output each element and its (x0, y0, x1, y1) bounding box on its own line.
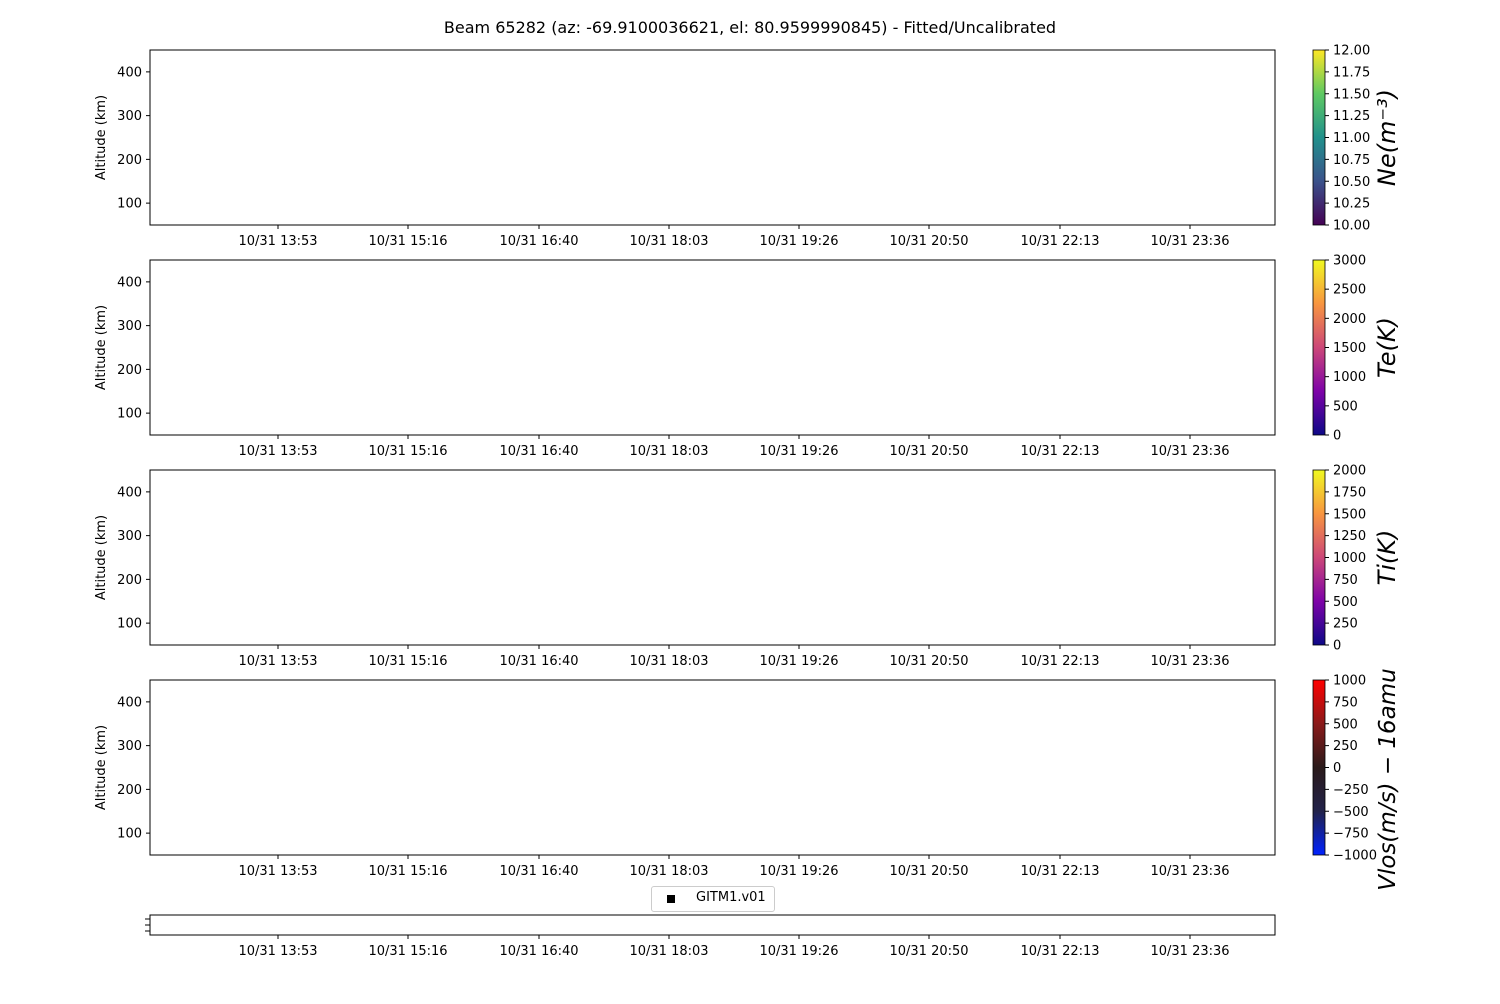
y-tick-label-3-3: 100 (117, 826, 142, 842)
figure-title: Beam 65282 (az: -69.9100036621, el: 80.9599990845) - Fitted/Uncalibrated (443, 18, 1057, 37)
x-tick-label-4-7: 10/31 23:36 (1150, 944, 1230, 959)
colorbar-tick-label-0-6: 10.50 (1333, 174, 1371, 190)
colorbar-tick-label-2-6: 500 (1333, 594, 1358, 610)
axes-frame-3 (150, 680, 1275, 855)
axes-frame-4 (150, 915, 1275, 935)
colorbar-tick-label-1-6: 0 (1333, 428, 1342, 444)
x-tick-label-0-1: 10/31 15:16 (368, 234, 448, 249)
colorbar-tick-label-3-3: 250 (1333, 739, 1358, 755)
colorbar-label-2: Ti(K) (1373, 529, 1401, 586)
y-axis-label-1: Altitude (km) (94, 304, 109, 391)
colorbar-tick-label-0-4: 11.00 (1333, 131, 1371, 146)
colorbar-tick-label-2-0: 2000 (1333, 463, 1367, 479)
x-tick-label-3-0: 10/31 13:53 (238, 864, 318, 879)
x-tick-label-2-4: 10/31 19:26 (759, 654, 839, 669)
colorbar-tick-label-0-7: 10.25 (1333, 196, 1371, 212)
colorbar-label-0: Ne(m⁻³) (1373, 88, 1401, 187)
x-tick-label-1-1: 10/31 15:16 (368, 444, 448, 459)
x-tick-label-0-2: 10/31 16:40 (499, 234, 579, 249)
colorbar-tick-label-2-3: 1250 (1333, 529, 1367, 545)
colorbar-tick-label-2-4: 1000 (1333, 551, 1367, 566)
legend-label: GITM1.v01 (696, 890, 766, 905)
x-tick-label-2-0: 10/31 13:53 (238, 654, 318, 669)
y-tick-label-2-3: 100 (117, 616, 142, 632)
colorbar-tick-label-3-2: 500 (1333, 717, 1358, 733)
x-tick-label-3-5: 10/31 20:50 (889, 864, 969, 879)
colorbar-tick-label-1-2: 2000 (1333, 311, 1367, 327)
colorbar-tick-label-3-7: −750 (1333, 826, 1369, 842)
colorbar-tick-label-1-1: 2500 (1333, 282, 1367, 298)
x-tick-label-0-4: 10/31 19:26 (759, 234, 839, 249)
y-axis-label-3: Altitude (km) (94, 724, 109, 811)
colorbar-tick-label-2-5: 750 (1333, 572, 1358, 588)
legend (651, 886, 775, 912)
colorbar-tick-label-1-0: 3000 (1333, 253, 1367, 269)
x-tick-label-4-4: 10/31 19:26 (759, 944, 839, 959)
colorbar-2 (1313, 470, 1325, 645)
y-tick-label-0-1: 300 (117, 109, 142, 125)
y-tick-label-0-0: 400 (117, 65, 142, 81)
colorbar-tick-label-3-5: −250 (1333, 782, 1369, 798)
x-tick-label-4-5: 10/31 20:50 (889, 944, 969, 959)
x-tick-label-1-0: 10/31 13:53 (238, 444, 318, 459)
colorbar-tick-label-0-5: 10.75 (1333, 152, 1371, 168)
colorbar-tick-label-0-3: 11.25 (1333, 109, 1371, 125)
y-tick-label-3-1: 300 (117, 739, 142, 755)
x-tick-label-1-6: 10/31 22:13 (1020, 444, 1100, 459)
y-tick-label-1-0: 400 (117, 275, 142, 291)
x-tick-label-0-0: 10/31 13:53 (238, 234, 318, 249)
y-tick-label-2-0: 400 (117, 485, 142, 501)
y-tick-label-3-0: 400 (117, 695, 142, 711)
colorbar-tick-label-1-5: 500 (1333, 399, 1358, 415)
x-tick-label-4-1: 10/31 15:16 (368, 944, 448, 959)
y-tick-label-1-3: 100 (117, 406, 142, 422)
x-tick-label-3-6: 10/31 22:13 (1020, 864, 1100, 879)
colorbar-label-1: Te(K) (1373, 317, 1401, 378)
colorbar-3 (1313, 680, 1325, 855)
y-tick-label-1-2: 200 (117, 362, 142, 378)
x-tick-label-3-2: 10/31 16:40 (499, 864, 579, 879)
y-tick-label-2-2: 200 (117, 572, 142, 588)
colorbar-tick-label-0-0: 12.00 (1333, 43, 1371, 59)
x-tick-label-1-5: 10/31 20:50 (889, 444, 969, 459)
x-tick-label-0-3: 10/31 18:03 (629, 234, 709, 249)
x-tick-label-2-7: 10/31 23:36 (1150, 654, 1230, 669)
x-tick-label-4-6: 10/31 22:13 (1020, 944, 1100, 959)
x-tick-label-2-3: 10/31 18:03 (629, 654, 709, 669)
y-axis-label-0: Altitude (km) (94, 94, 109, 181)
axes-frame-0 (150, 50, 1275, 225)
colorbar-tick-label-2-7: 250 (1333, 616, 1358, 632)
x-tick-label-3-1: 10/31 15:16 (368, 864, 448, 879)
axes-frame-1 (150, 260, 1275, 435)
colorbar-tick-label-0-2: 11.50 (1333, 87, 1371, 103)
x-tick-label-0-7: 10/31 23:36 (1150, 234, 1230, 249)
y-tick-label-2-1: 300 (117, 529, 142, 545)
y-axis-label-2: Altitude (km) (94, 514, 109, 601)
x-tick-label-0-6: 10/31 22:13 (1020, 234, 1100, 249)
colorbar-tick-label-0-1: 11.75 (1333, 65, 1371, 81)
x-tick-label-2-2: 10/31 16:40 (499, 654, 579, 669)
x-tick-label-2-6: 10/31 22:13 (1020, 654, 1100, 669)
y-tick-label-0-3: 100 (117, 196, 142, 212)
x-tick-label-1-4: 10/31 19:26 (759, 444, 839, 459)
colorbar-tick-label-1-3: 1500 (1333, 341, 1367, 356)
legend-marker (667, 895, 675, 903)
colorbar-1 (1313, 260, 1325, 435)
x-tick-label-1-2: 10/31 16:40 (499, 444, 579, 459)
colorbar-0 (1313, 50, 1325, 225)
y-tick-label-3-2: 200 (117, 782, 142, 798)
y-tick-label-0-2: 200 (117, 152, 142, 168)
colorbar-tick-label-2-2: 1500 (1333, 507, 1367, 523)
colorbar-tick-label-3-6: −500 (1333, 804, 1369, 820)
x-tick-label-2-1: 10/31 15:16 (368, 654, 448, 669)
x-tick-label-4-3: 10/31 18:03 (629, 944, 709, 959)
colorbar-tick-label-2-8: 0 (1333, 638, 1342, 654)
y-tick-label-1-1: 300 (117, 319, 142, 335)
x-tick-label-1-3: 10/31 18:03 (629, 444, 709, 459)
x-tick-label-3-3: 10/31 18:03 (629, 864, 709, 879)
x-tick-label-1-7: 10/31 23:36 (1150, 444, 1230, 459)
x-tick-label-3-4: 10/31 19:26 (759, 864, 839, 879)
colorbar-tick-label-1-4: 1000 (1333, 370, 1367, 386)
colorbar-tick-label-3-8: −1000 (1333, 848, 1377, 864)
colorbar-tick-label-3-1: 750 (1333, 695, 1358, 711)
x-tick-label-4-2: 10/31 16:40 (499, 944, 579, 959)
axes-frame-2 (150, 470, 1275, 645)
x-tick-label-3-7: 10/31 23:36 (1150, 864, 1230, 879)
x-tick-label-2-5: 10/31 20:50 (889, 654, 969, 669)
colorbar-tick-label-3-0: 1000 (1333, 673, 1367, 689)
x-tick-label-4-0: 10/31 13:53 (238, 944, 318, 959)
colorbar-tick-label-0-8: 10.00 (1333, 218, 1371, 234)
colorbar-tick-label-3-4: 0 (1333, 761, 1342, 776)
colorbar-tick-label-2-1: 1750 (1333, 485, 1367, 501)
colorbar-label-3: Vlos(m/s) − 16amu (1375, 668, 1401, 891)
x-tick-label-0-5: 10/31 20:50 (889, 234, 969, 249)
